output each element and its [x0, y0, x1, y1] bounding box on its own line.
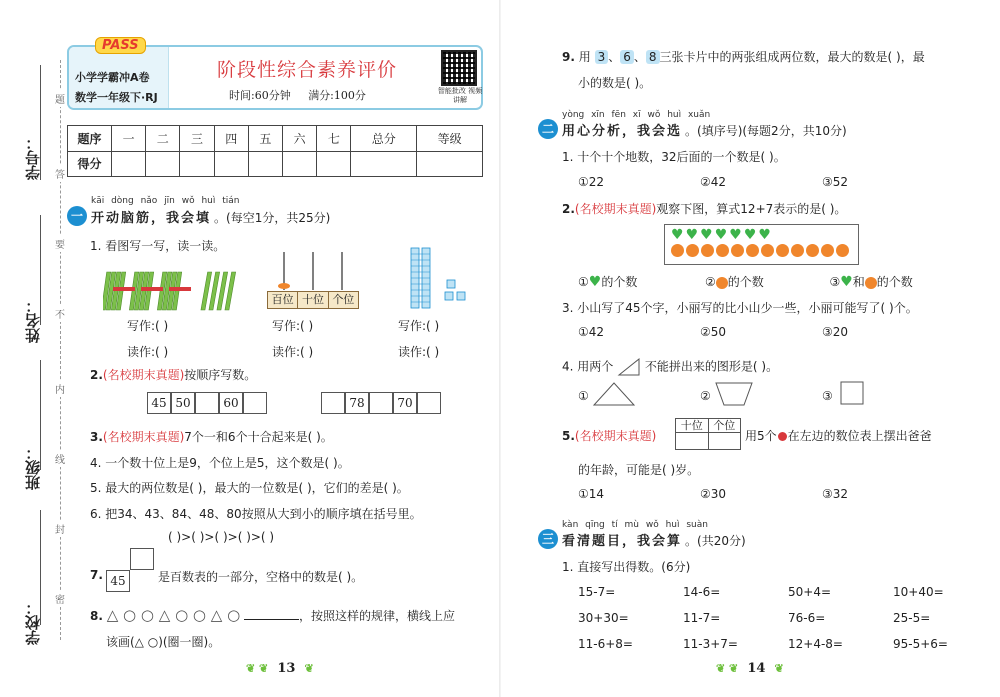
series-name: 小学学霸冲A卷	[75, 71, 150, 84]
red-dot-icon	[778, 432, 787, 441]
seal-char: 线	[55, 450, 65, 467]
question-8-choice[interactable]: 该画(△ ○)(圈一圈)。	[106, 635, 221, 649]
face-icon	[836, 244, 849, 257]
heart-icon: ♥	[685, 227, 699, 243]
score-cell[interactable]	[180, 151, 214, 177]
banji-label: 班级：	[24, 445, 42, 490]
page-fold	[499, 0, 501, 697]
exam-score: 满分:100分	[308, 89, 366, 102]
s2-q5-option-3[interactable]: ③32	[822, 487, 849, 501]
abacus-label-tens: 十位	[298, 292, 328, 308]
section-number: 二	[538, 119, 558, 139]
seq-cell: 70	[393, 392, 417, 414]
seq-cell[interactable]	[369, 392, 393, 414]
table-cell: 一	[112, 126, 146, 152]
pv-label-tens: 十位	[676, 419, 709, 432]
question-8	[90, 606, 455, 624]
s2-q1-option-1[interactable]: ①22	[578, 175, 605, 189]
question-6: 6. 把34、43、84、48、80按照从大到小的顺序填在括号里。	[90, 507, 422, 521]
number-card: 6	[620, 50, 634, 64]
question-6-blanks[interactable]: ( )>( )>( )>( )>( )	[168, 530, 275, 544]
question-text: ，按照这样的规律，横线上应	[299, 609, 456, 623]
question-text: 按顺序写数。	[184, 368, 257, 382]
section-pinyin: kāi dòng nǎo jīn wǒ huì tián	[91, 196, 240, 206]
exam-tag: (名校期末真题)	[574, 202, 657, 216]
heart-icon: ♥	[729, 227, 742, 243]
sprout-icon: ❦	[774, 662, 784, 675]
face-icon	[746, 244, 759, 257]
question-7-text: 是百数表的一部分，空格中的数是( )。	[158, 570, 364, 584]
s2-question-3: 3. 小山写了45个字，小丽写的比小山少一些，小丽可能写了( )个。	[562, 301, 918, 315]
face-icon	[865, 277, 877, 289]
read-answer-1[interactable]: 读作:( )	[127, 345, 169, 359]
square-shape-icon[interactable]	[840, 381, 864, 405]
section-note: 。(共20分)	[685, 534, 746, 548]
section-number: 一	[67, 206, 87, 226]
table-cell: 总分	[351, 126, 417, 152]
option-2[interactable]: ② 的个数	[705, 275, 764, 289]
question-number: 3.	[90, 430, 103, 444]
heart-icon: ♥	[700, 227, 713, 243]
calc-item[interactable]: 11-7=	[683, 611, 721, 625]
seq-cell[interactable]	[417, 392, 441, 414]
table-cell: 得分	[68, 151, 112, 177]
option-1[interactable]: ①♥的个数	[578, 274, 638, 290]
section-number: 三	[538, 529, 558, 549]
option-3[interactable]: ③♥和 的个数	[829, 274, 913, 290]
calc-item[interactable]: 76-6=	[788, 611, 826, 625]
question-5: 5. 最大的两位数是( )，最大的一位数是( )，它们的差是( )。	[90, 481, 409, 495]
brand-logo: PASS	[95, 37, 146, 54]
s2-question-5-text: 用5个 在左边的数位表上摆出爸爸	[745, 429, 932, 443]
hearts-faces-figure	[664, 224, 859, 265]
table-cell: 等级	[417, 126, 483, 152]
face-icon	[761, 244, 774, 257]
seq-cell: 78	[345, 392, 369, 414]
face-icon	[791, 244, 804, 257]
abacus-label-hundreds: 百位	[268, 292, 298, 308]
seal-line	[60, 60, 61, 640]
score-table	[67, 125, 483, 177]
exam-tag: (名校期末真题)	[102, 430, 185, 444]
calc-item[interactable]: 30+30=	[578, 611, 629, 625]
seal-char: 封	[55, 520, 65, 537]
shape-pattern: △ ○ ○ △ ○ ○ △ ○	[106, 606, 241, 624]
seal-char: 题	[55, 90, 65, 107]
question-3	[90, 428, 333, 445]
seal-char: 内	[55, 380, 65, 397]
table-cell: 七	[317, 126, 351, 152]
write-answer-3[interactable]: 写作:( )	[398, 319, 440, 333]
seal-char: 要	[55, 235, 65, 252]
table-cell: 二	[146, 126, 180, 152]
exam-tag: (名校期末真题)	[102, 368, 185, 382]
sprout-icon: ❦ ❦	[716, 662, 739, 675]
unit-cubes	[445, 280, 465, 300]
heart-icon: ♥	[714, 227, 728, 243]
question-9: 9. 用 3 、 6 、 8 三张卡片中的两张组成两位数，最大的数是( )，最	[562, 50, 925, 64]
number-card: 3	[595, 50, 609, 64]
table-cell: 五	[248, 126, 282, 152]
exam-meta	[229, 87, 366, 103]
score-cell[interactable]	[283, 151, 317, 177]
s2-q1-option-2[interactable]: ②42	[700, 175, 727, 189]
abacus-labels	[267, 291, 359, 309]
face-icon	[716, 277, 728, 289]
chart-cell-blank[interactable]	[130, 548, 154, 570]
xuexiao-label: 学校：	[24, 600, 42, 645]
calc-item[interactable]: 50+4=	[788, 585, 832, 599]
score-cell[interactable]	[417, 151, 483, 177]
section-heading-3	[538, 529, 746, 549]
seal-char: 不	[55, 305, 65, 322]
heart-icon: ♥	[758, 227, 771, 243]
s2-q5-option-1[interactable]: ①14	[578, 487, 605, 501]
exam-tag: (名校期末真题)	[574, 429, 657, 443]
triangle-shape-icon[interactable]	[592, 381, 636, 407]
face-icon	[686, 244, 699, 257]
base-ten-blocks-image	[405, 244, 475, 310]
s2-q1-option-3[interactable]: ③52	[822, 175, 849, 189]
exam-time: 时间:60分钟	[229, 89, 291, 102]
calc-item[interactable]: 95-5+6=	[893, 637, 948, 651]
s2-q3-option-3[interactable]: ③20	[822, 325, 849, 339]
s2-q3-option-1[interactable]: ①42	[578, 325, 605, 339]
heart-icon: ♥	[671, 227, 684, 243]
seq-cell: 60	[219, 392, 243, 414]
read-answer-2[interactable]: 读作:( )	[272, 345, 314, 359]
table-row	[68, 151, 483, 177]
table-cell: 四	[214, 126, 248, 152]
score-cell[interactable]	[146, 151, 180, 177]
calc-item[interactable]: 11-3+7=	[683, 637, 738, 651]
s3-question-1: 1. 直接写出得数。(6分)	[562, 560, 691, 574]
face-icon	[716, 244, 729, 257]
section-heading-1	[67, 206, 330, 226]
hearts-row	[671, 227, 852, 244]
face-icon	[776, 244, 789, 257]
table-cell: 三	[180, 126, 214, 152]
seq-cell: 50	[171, 392, 195, 414]
pv-cell-ones[interactable]	[709, 433, 741, 449]
page-title: 阶段性综合素养评价	[217, 59, 398, 81]
question-4: 4. 一个数十位上是9，个位上是5，这个数是( )。	[90, 456, 350, 470]
abacus-label-ones: 个位	[332, 293, 355, 306]
page-number-right: ❦ ❦ 14 ❦	[716, 661, 784, 676]
seal-char: 答	[55, 165, 65, 182]
score-cell[interactable]	[214, 151, 248, 177]
calc-item[interactable]: 11-6+8=	[578, 637, 633, 651]
grade-name: 数学一年级下·RJ	[75, 91, 158, 104]
score-cell[interactable]	[112, 151, 146, 177]
faces-row	[671, 244, 852, 261]
number-card: 8	[646, 50, 660, 64]
s2-question-2	[562, 200, 846, 217]
sequence-boxes-1	[147, 392, 267, 414]
trapezoid-shape-icon[interactable]	[714, 381, 754, 407]
question-1: 1. 看图写一写，读一读。	[90, 239, 226, 253]
s2-question-4: 4. 用两个 不能拼出来的图形是( )。	[562, 357, 778, 377]
heart-icon: ♥	[840, 274, 853, 290]
abacus-image	[267, 248, 359, 292]
s2-q5-option-2[interactable]: ②30	[700, 487, 727, 501]
bundle-tie	[113, 287, 191, 291]
score-cell[interactable]	[248, 151, 282, 177]
xuehao-label: 学号：	[24, 135, 42, 180]
stick-bundles-image	[103, 270, 248, 312]
table-cell: 题序	[68, 126, 112, 152]
face-icon	[701, 244, 714, 257]
seal-char: 密	[55, 590, 65, 607]
qr-caption: 智能批改 视频讲解	[437, 87, 483, 104]
s2-q2-options	[578, 273, 913, 290]
face-icon	[806, 244, 819, 257]
s2-q4-options: ① ② ③	[578, 381, 878, 411]
calc-item[interactable]: 14-6=	[683, 585, 721, 599]
place-value-table	[675, 418, 741, 450]
calc-item[interactable]: 25-5=	[893, 611, 931, 625]
hundred-chart-fragment	[106, 548, 154, 594]
header-series-panel	[69, 38, 169, 108]
calc-item[interactable]: 10+40=	[893, 585, 944, 599]
question-number: 5.	[562, 429, 575, 443]
face-icon	[821, 244, 834, 257]
right-triangle-icon	[617, 357, 641, 377]
answer-line[interactable]	[244, 608, 299, 620]
question-number: 8.	[90, 609, 103, 623]
section-pinyin: yòng xīn fēn xī wǒ huì xuǎn	[562, 110, 711, 120]
question-number: 2.	[562, 202, 575, 216]
table-row	[68, 126, 483, 152]
pv-label-ones: 个位	[713, 419, 736, 432]
section-title: 用心分析，我会选	[562, 124, 683, 139]
face-icon	[731, 244, 744, 257]
seq-cell[interactable]	[243, 392, 267, 414]
calc-item[interactable]: 15-7=	[578, 585, 616, 599]
section-pinyin: kàn qīng tí mù wǒ huì suàn	[562, 520, 708, 530]
question-number: 9.	[562, 50, 575, 64]
seq-cell[interactable]	[321, 392, 345, 414]
section-heading-2	[538, 119, 847, 139]
score-cell[interactable]	[317, 151, 351, 177]
question-text: 7个一和6个十合起来是( )。	[184, 430, 333, 444]
write-answer-2[interactable]: 写作:( )	[272, 319, 314, 333]
seq-cell: 45	[147, 392, 171, 414]
chart-cell-45: 45	[106, 570, 130, 592]
loose-sticks	[201, 272, 236, 310]
section-title: 看清题目，我会算	[562, 534, 683, 549]
seq-cell[interactable]	[195, 392, 219, 414]
s2-question-5-line2: 的年龄，可能是( )岁。	[578, 463, 700, 477]
question-text: 观察下图，算式12+7表示的是( )。	[656, 202, 847, 216]
score-cell[interactable]	[351, 151, 417, 177]
sprout-icon: ❦ ❦	[246, 662, 269, 675]
write-answer-1[interactable]: 写作:( )	[127, 319, 169, 333]
question-7-number: 7.	[90, 568, 103, 582]
calc-item[interactable]: 12+4-8=	[788, 637, 843, 651]
qr-code-icon[interactable]	[441, 50, 477, 86]
s2-q3-option-2[interactable]: ②50	[700, 325, 727, 339]
question-number: 2.	[90, 368, 103, 382]
sequence-boxes-2	[321, 392, 441, 414]
header-card	[67, 38, 483, 110]
section-note: 。(填序号)(每题2分，共10分)	[685, 124, 847, 138]
question-2	[90, 366, 256, 383]
s2-question-5	[562, 427, 656, 444]
read-answer-3[interactable]: 读作:( )	[398, 345, 440, 359]
xingming-label: 姓名：	[24, 298, 42, 343]
pv-cell-tens[interactable]	[676, 433, 709, 449]
section-note: 。(每空1分，共25分)	[214, 211, 331, 225]
question-9-line2: 小的数是( )。	[578, 76, 652, 90]
s2-question-1: 1. 十个十个地数，32后面的一个数是( )。	[562, 150, 786, 164]
table-cell: 六	[283, 126, 317, 152]
heart-icon: ♥	[588, 274, 602, 290]
section-title: 开动脑筋，我会填	[91, 211, 212, 226]
page-number-left: ❦ ❦ 13 ❦	[246, 661, 314, 676]
sprout-icon: ❦	[304, 662, 314, 675]
face-icon	[671, 244, 684, 257]
heart-icon: ♥	[743, 227, 757, 243]
